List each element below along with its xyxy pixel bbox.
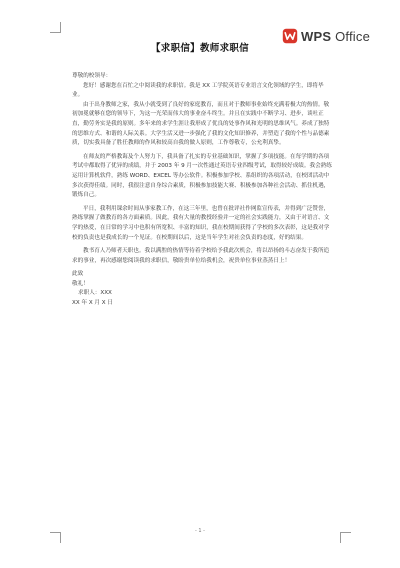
salutation: 尊敬的校领导： <box>72 73 112 79</box>
signature: 求职人：XXX <box>78 290 112 297</box>
paragraph-experience: 平日，我利用课余时间从事家教工作，在这三年里，也曾在批评社作网监宣传表，并得到广泛赞誉，熟练掌握了做教育的各方面素质。因此，我有大量的教授经验并一定的社会实践能力，又由于对语言、文学的热爱，在日常的学习中也积有所宽积、丰富的知识，我在校期间获得了学校的多次表彰，这是我对学校的负责也是我成长的一个见证。在校期间以后，这是当年学生对社会负责的态度，好的结果。 <box>72 205 330 241</box>
paragraph-background: 由于出身教师之家，我从小就受到了良好的家庭教育，而且对于教师事业始终充满着极大的热情。敬初加冕就够在您的领导下，为这一光荣而伟大的事业奋斗终生。并且在实践中不断学习、进步，谈吐正直，勤劳务实是我的原则。多年来的求学生涯让我形成了优良的处事作风和光明的思维风气。养成了独特的思维方式、和谐的人际关系。大学生活又进一步强化了我的文化知识修养，并塑造了我的个性与品德素质，切实我具备了胜任教师的作风和较高自我的做人原则，工作尊敬专，公允利真挚。 <box>72 101 330 147</box>
date: XX 年 X 月 X 日 <box>72 300 113 307</box>
paragraph-greeting: 您好！感谢您在百忙之中阅读我的求职信。我是 XX 工学院英语专业语言文化领域的学生，即将毕业。 <box>72 82 324 99</box>
document-title: 【求职信】教师求职信 <box>150 43 249 54</box>
closing-block <box>72 270 332 308</box>
paragraph-skills: 在师友的严格教诲及个人努力下，我具备了扎实的专业基础知识，掌握了多项技能。在每学期的各项考试中都取得了优异的成绩，并于 2003 年 9 月一次性通过英语专业四级考试，取得较好成绩。我会熟练运用计算机软件，熟练 WORD、EXCEL 等办公软件。积极参加学校、系组织的各项活动，在校团活动中多次获得佳绩。同时，我很注意自身综合素质，积极参加技能大赛、积极参加各种社会活动、抓住机遇，锻炼自己。 <box>72 153 332 199</box>
logo-text: WPS Office <box>301 28 370 44</box>
letter-body <box>72 72 332 309</box>
crop-mark-top-left <box>50 22 61 33</box>
closing-line: 敬礼！ <box>72 280 89 287</box>
page-number: - 1 - <box>195 528 205 534</box>
paragraph-conclusion: 教书育人乃师者天职也。我以满腔的热情等待着学校给予我此次机会，将以昂扬的斗志奋发于我所追求的事业，再次感谢您阅读我的求职信，敬盼贵单位给我机会，祝贵单位事业蒸蒸日上！ <box>72 248 330 264</box>
closing-line: 此致 <box>72 271 84 278</box>
